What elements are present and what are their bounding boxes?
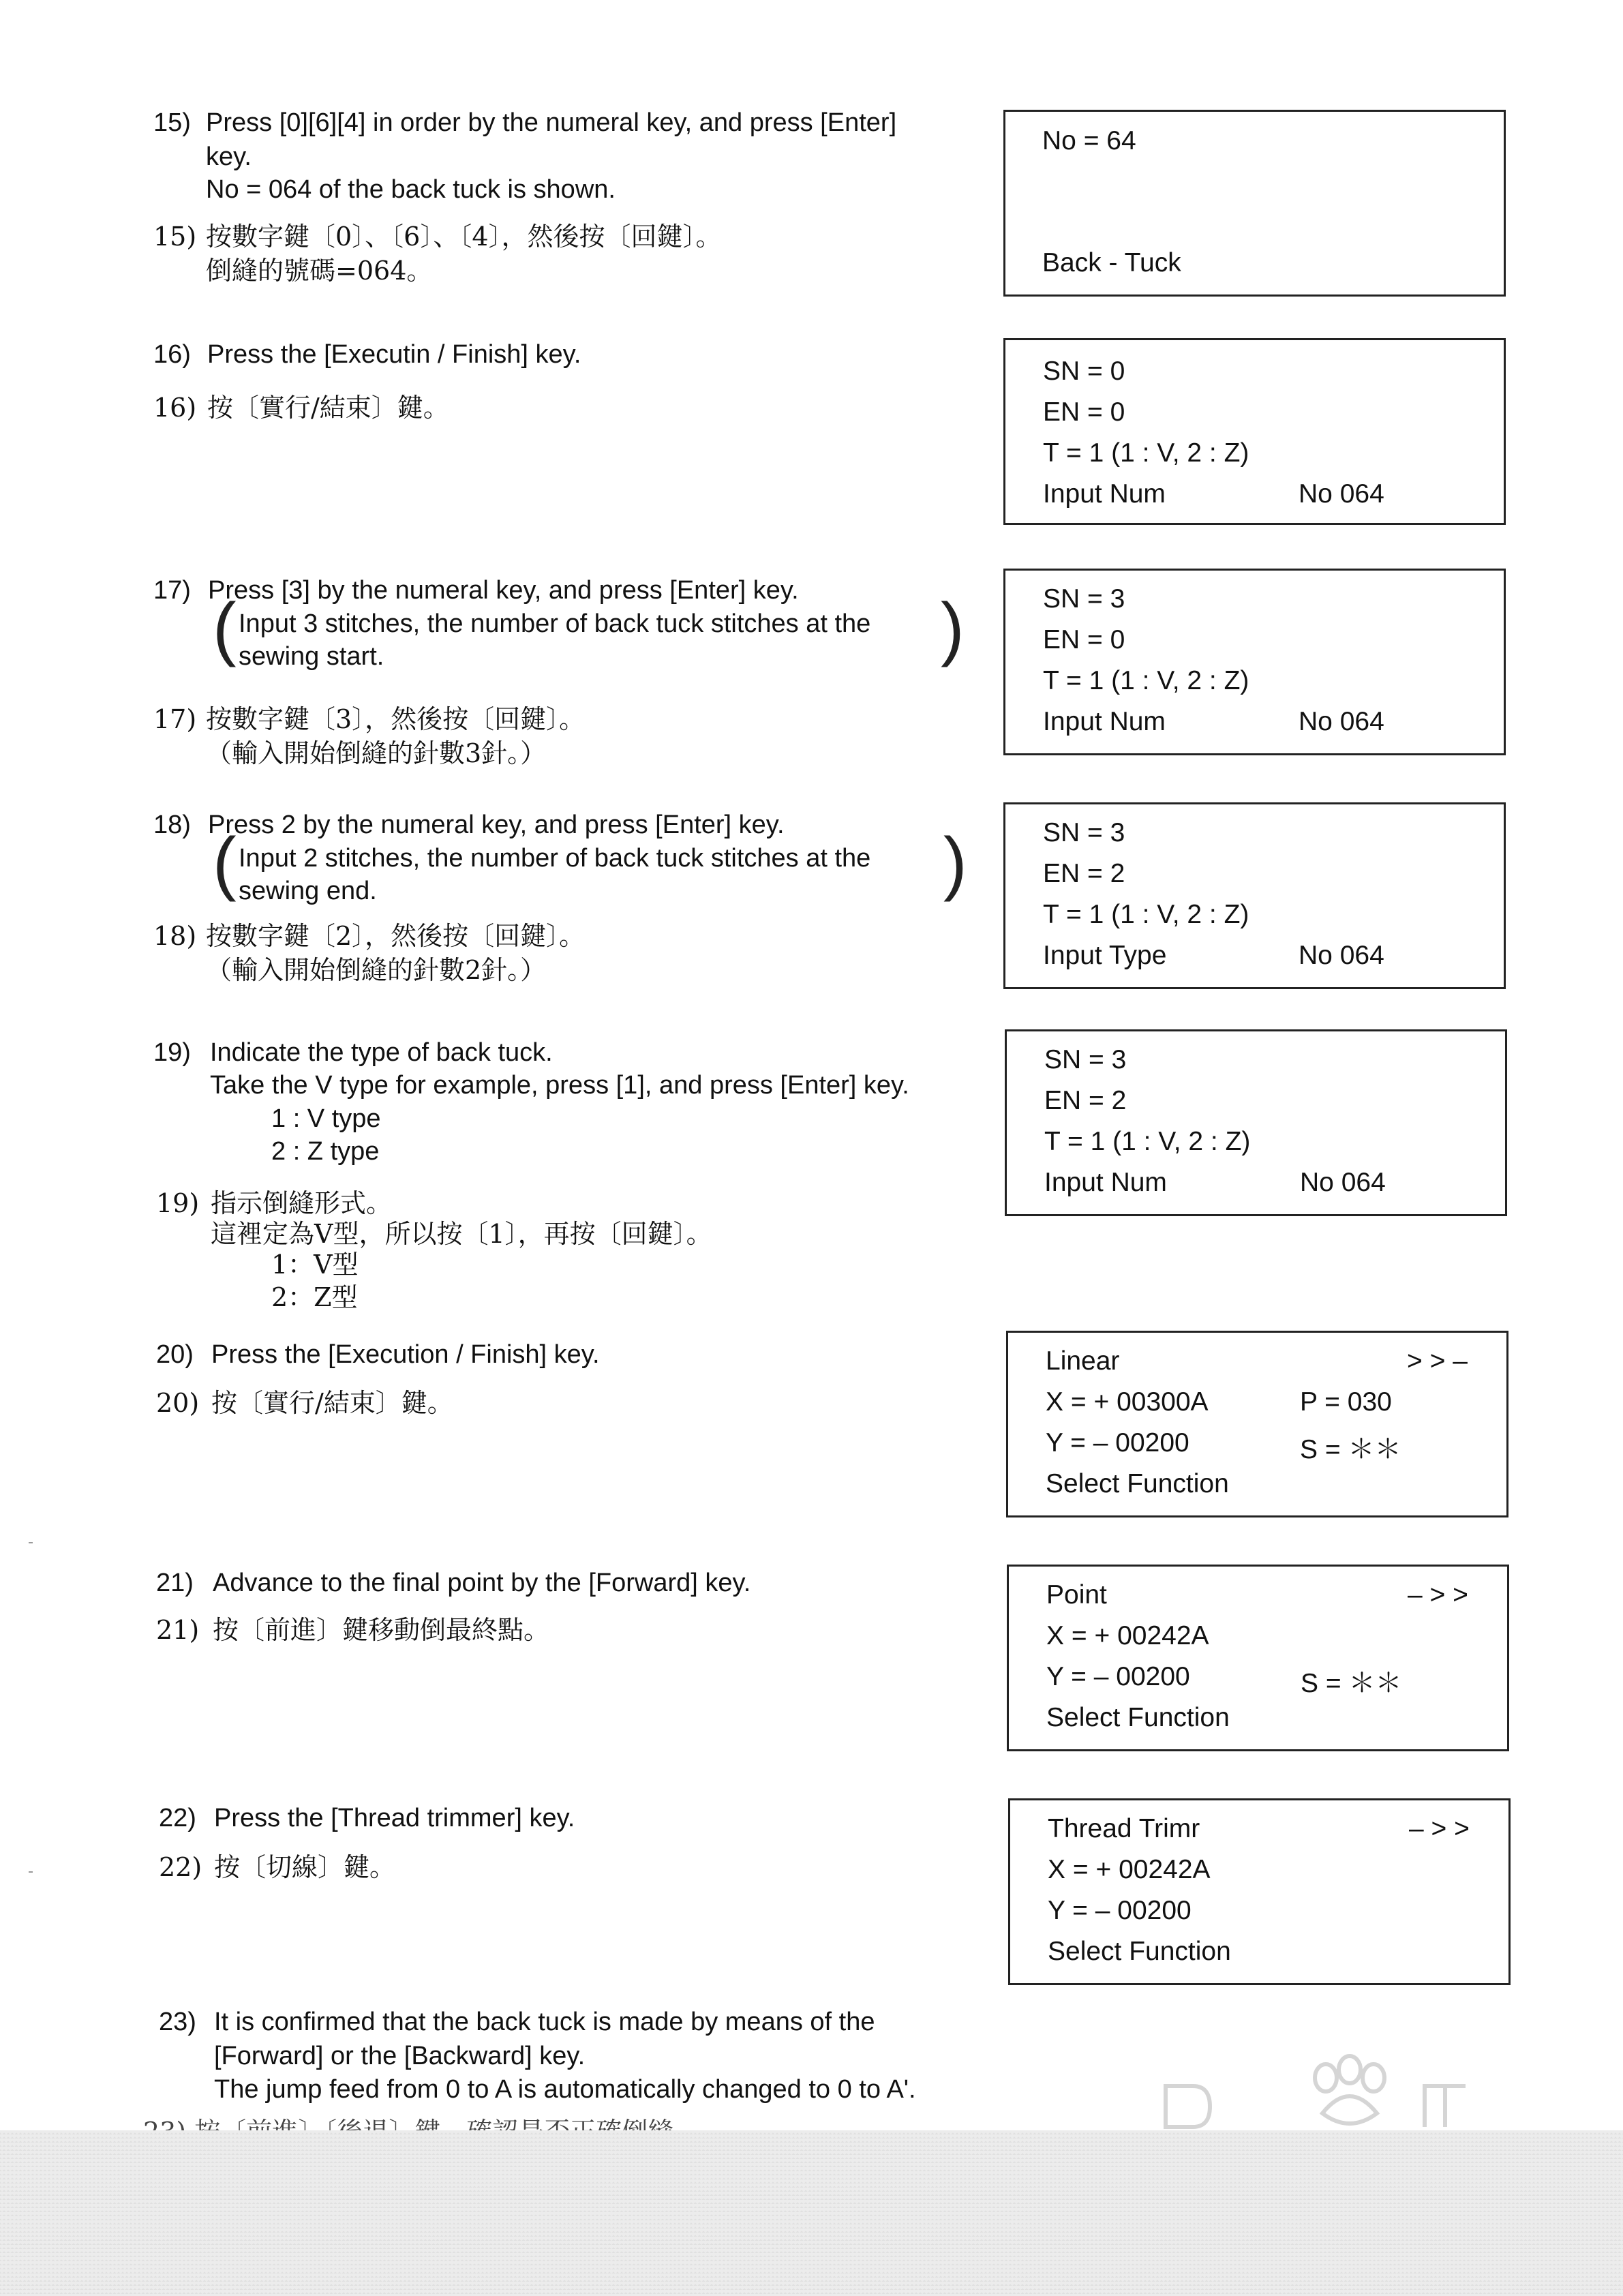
lcd-line: EN = 2	[1044, 1086, 1127, 1115]
lcd-line: X = + 00300A	[1046, 1387, 1209, 1417]
scan-speck	[29, 1871, 33, 1873]
step-option-en: 1 : V type	[271, 1104, 381, 1133]
lcd-line: Select Function	[1046, 1703, 1230, 1732]
lcd-display-sn3-en0	[1003, 569, 1506, 755]
step-text-en: Press [0][6][4] in order by the numeral key, and press [Enter]	[206, 108, 897, 137]
open-paren-icon: (	[213, 824, 237, 903]
lcd-line: Input Num	[1043, 707, 1166, 736]
lcd-line: X = + 00242A	[1046, 1621, 1209, 1650]
lcd-arrow: – > >	[1409, 1814, 1470, 1843]
step-number-zh: 20)	[156, 1388, 200, 1418]
step-text-zh: 指示倒縫形式。	[211, 1188, 393, 1218]
lcd-line: T = 1 (1 : V, 2 : Z)	[1044, 1127, 1251, 1156]
lcd-arrow: > > –	[1407, 1346, 1468, 1376]
lcd-display-thread-trim	[1008, 1798, 1511, 1985]
lcd-line: EN = 2	[1043, 859, 1125, 888]
lcd-value: P = 030	[1300, 1387, 1392, 1417]
lcd-line: Linear	[1046, 1346, 1120, 1376]
step-number-zh: 18)	[153, 921, 197, 951]
step-number: 19)	[153, 1038, 191, 1067]
close-paren-icon: )	[941, 589, 965, 668]
lcd-value: No 064	[1300, 1168, 1386, 1197]
step-option-zh: 1：V型	[271, 1250, 359, 1280]
step-23-zh-cutoff	[143, 2119, 699, 2130]
step-text-en: No = 064 of the back tuck is shown.	[206, 175, 616, 204]
step-number-zh: 15)	[153, 222, 197, 252]
step-number-zh: 16)	[153, 393, 197, 423]
step-text-zh: 按數字鍵〔0〕、〔6〕、〔4〕，然後按〔回鍵〕。	[206, 222, 722, 252]
close-paren-icon: )	[943, 824, 967, 903]
lcd-line: Point	[1046, 1580, 1107, 1610]
lcd-line: Thread Trimr	[1048, 1814, 1200, 1843]
lcd-display-point	[1007, 1565, 1509, 1751]
step-text-en: Take the V type for example, press [1], and press [Enter] key.	[210, 1071, 909, 1100]
step-number: 22)	[159, 1804, 196, 1832]
step-number: 23)	[159, 2008, 196, 2036]
lcd-line: Y = – 00200	[1046, 1428, 1189, 1457]
step-text-en: It is confirmed that the back tuck is made by means of the	[214, 2008, 875, 2036]
step-number: 18)	[153, 811, 191, 839]
step-text-zh: 按〔前進〕鍵移動倒最終點。	[213, 1615, 550, 1645]
lcd-display-back-tuck	[1003, 110, 1506, 297]
step-number: 20)	[156, 1340, 194, 1369]
step-note-en: sewing end.	[239, 877, 377, 905]
step-number-zh: 21)	[156, 1615, 200, 1645]
step-text-en: key.	[206, 142, 252, 171]
lcd-value: No 064	[1299, 941, 1384, 970]
lcd-line: X = + 00242A	[1048, 1855, 1211, 1884]
lcd-line: Select Function	[1046, 1469, 1229, 1498]
step-number-zh: 22)	[159, 1852, 202, 1882]
step-option-zh: 2：Z型	[271, 1282, 358, 1312]
lcd-display-sn3-en2	[1003, 802, 1506, 989]
step-text-en: Press the [Thread trimmer] key.	[214, 1804, 575, 1832]
step-text-en: Press 2 by the numeral key, and press [Enter] key.	[208, 811, 785, 839]
lcd-display-sn0-en0	[1003, 338, 1506, 525]
scan-speck	[29, 1542, 33, 1543]
lcd-line: Input Num	[1043, 479, 1166, 509]
step-number: 16)	[153, 340, 191, 369]
step-text-zh: （輸入開始倒縫的針數3針。）	[206, 738, 547, 768]
bottom-overlay-band	[0, 2130, 1623, 2296]
step-text-en: Indicate the type of back tuck.	[210, 1038, 553, 1067]
lcd-line: T = 1 (1 : V, 2 : Z)	[1043, 900, 1249, 929]
lcd-line: EN = 0	[1043, 625, 1125, 654]
lcd-value: S = ＊＊	[1300, 1435, 1401, 1464]
lcd-line: T = 1 (1 : V, 2 : Z)	[1043, 438, 1249, 468]
step-text-zh: 按〔切線〕鍵。	[214, 1852, 396, 1882]
step-text-zh: 按〔實行/結束〕鍵。	[211, 1388, 453, 1418]
step-number-zh: 17)	[153, 704, 197, 734]
lcd-line: Input Type	[1043, 941, 1167, 970]
lcd-arrow: – > >	[1408, 1580, 1468, 1610]
lcd-line: EN = 0	[1043, 397, 1125, 427]
step-text-zh: 按〔實行/結束〕鍵。	[207, 393, 449, 423]
lcd-line: Select Function	[1048, 1937, 1231, 1966]
lcd-line: SN = 3	[1043, 584, 1125, 614]
step-text-en: Advance to the final point by the [Forward] key.	[213, 1569, 751, 1597]
lcd-line: SN = 0	[1043, 357, 1125, 386]
step-text-zh: 按數字鍵〔2〕，然後按〔回鍵〕。	[206, 921, 586, 951]
lcd-value: S = ＊＊	[1301, 1669, 1402, 1698]
lcd-line: Y = – 00200	[1048, 1896, 1192, 1925]
lcd-line: Back - Tuck	[1042, 248, 1181, 277]
step-text-zh: （輸入開始倒縫的針數2針。）	[206, 955, 547, 985]
step-text-zh: 倒縫的號碼=064。	[206, 256, 433, 286]
lcd-line: T = 1 (1 : V, 2 : Z)	[1043, 666, 1249, 695]
step-option-en: 2 : Z type	[271, 1137, 380, 1166]
lcd-value: No 064	[1299, 707, 1384, 736]
step-text-en: Press the [Executin / Finish] key.	[207, 340, 581, 369]
lcd-display-linear	[1006, 1331, 1508, 1517]
step-number: 17)	[153, 576, 191, 605]
step-note-en: sewing start.	[239, 642, 384, 671]
step-number: 15)	[153, 108, 191, 137]
lcd-display-type	[1005, 1029, 1507, 1216]
lcd-line: No = 64	[1042, 126, 1136, 155]
step-text-en: Press the [Execution / Finish] key.	[211, 1340, 600, 1369]
step-note-en: Input 3 stitches, the number of back tuck stitches at the	[239, 609, 871, 638]
step-number: 21)	[156, 1569, 194, 1597]
lcd-line: Input Num	[1044, 1168, 1167, 1197]
lcd-value: No 064	[1299, 479, 1384, 509]
step-text-en: Press [3] by the numeral key, and press [Enter] key.	[208, 576, 799, 605]
step-number-zh: 19)	[156, 1188, 200, 1218]
step-note-en: Input 2 stitches, the number of back tuck stitches at the	[239, 844, 871, 873]
lcd-line: SN = 3	[1044, 1045, 1127, 1074]
lcd-line: Y = – 00200	[1046, 1662, 1190, 1691]
step-text-zh: 這裡定為V型，所以按〔1〕，再按〔回鍵〕。	[211, 1219, 712, 1249]
watermark-paw-icon	[1152, 2052, 1520, 2134]
step-text-en: [Forward] or the [Backward] key.	[214, 2042, 586, 2070]
open-paren-icon: (	[213, 589, 237, 668]
step-text-en: The jump feed from 0 to A is automatically changed to 0 to A'.	[214, 2075, 916, 2104]
lcd-line: SN = 3	[1043, 818, 1125, 847]
step-text-zh: 按數字鍵〔3〕，然後按〔回鍵〕。	[206, 704, 586, 734]
